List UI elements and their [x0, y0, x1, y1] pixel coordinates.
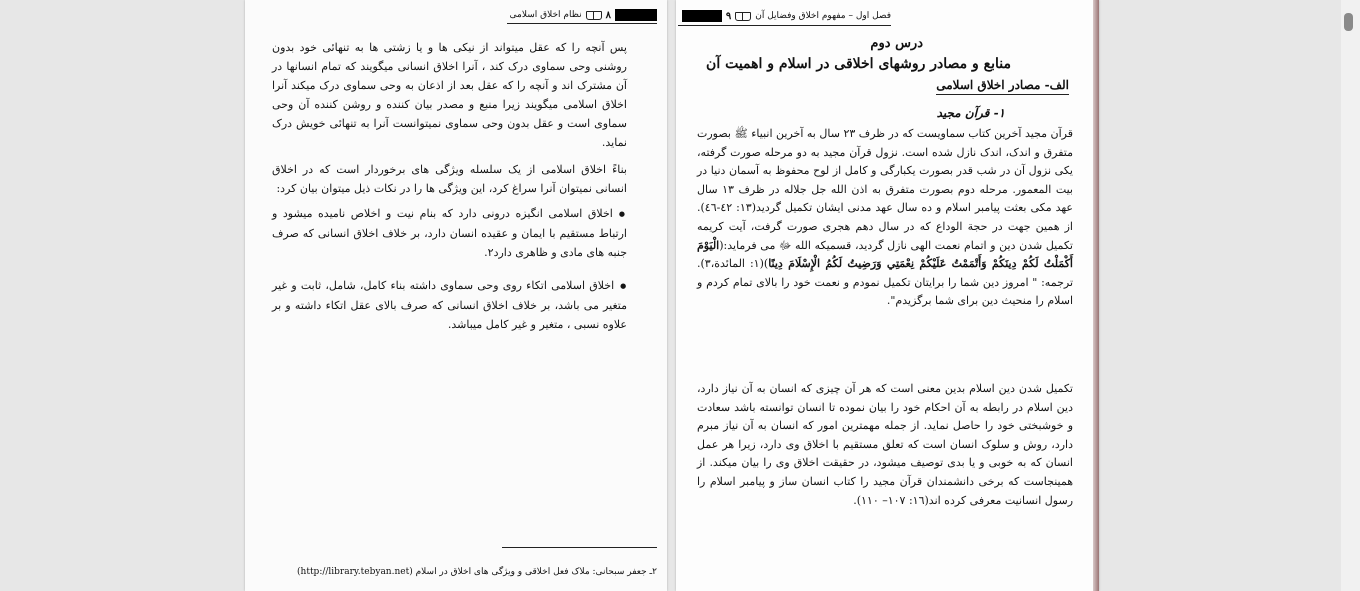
book-icon: [735, 12, 751, 21]
header-black-bar: [682, 10, 722, 22]
left-paragraph-2: بناءً اخلاق اسلامی از یک سلسله ویژگی های برخوردار است که در اخلاق انسانی نمیتوان آنرا سراغ کرد، این ویژگی ها را در نکات ذیل میتوان بیان کرد:: [272, 163, 627, 195]
left-page-header: [510, 9, 657, 21]
right-page: [676, 0, 1099, 591]
left-header-title: نظام اخلاق اسلامی: [509, 10, 582, 20]
book-icon: [586, 11, 602, 20]
right-page-header: [682, 10, 891, 22]
left-paragraph-1: پس آنچه را که عقل میتواند از نیکی ها و یا زشتی ها به تنهائی خود بدون روشنی وحی سماوی درک کند ، آنرا اخلاق انسانی میگویند که تمام انسانها در آن مشترک اند و آنچه را که عقل بعد از اذعان به وحی سماوی درک میکند آنرا اخلاق اسلامی میگویند زیرا منبع و مصدر بیان کننده و روشن کننده آن وحی سماوی است و عقل بدون وحی سماوی نمیتوانست آنرا به تنهائی خویش درک نماید.: [272, 41, 627, 149]
header-rule: [507, 23, 657, 24]
lesson-subtitle: منابع و مصادر روشهای اخلاقی در اسلام و اهمیت آن: [706, 56, 1011, 72]
scrollbar-thumb[interactable]: [1344, 13, 1353, 31]
lesson-title: درس دوم: [870, 36, 923, 51]
header-rule: [678, 25, 891, 26]
right-header-title: فصل اول – مفهوم اخلاق وفضایل آن: [755, 11, 891, 21]
left-page-number: ۸: [605, 9, 611, 21]
right-paragraph-1: [697, 125, 1073, 311]
page-edge-shadow: [1093, 0, 1099, 591]
left-bullet-2: ● اخلاق اسلامی اتکاء روی وحی سماوی داشته بناء کامل، شامل، ثابت و غیر متغیر می باشد، بر خلاف اخلاق انسانی که صرف بالای عقل اتکاء داشته و بر علاوه نسبی ، متغیر و غیر کامل میباشد.: [272, 276, 627, 334]
quran-verse: الْيَوْمَ أَكْمَلْتُ لَكُمْ دِينَكُمْ وَأَتْمَمْتُ عَلَيْكُمْ نِعْمَتِي وَرَضِيتُ لَكُمُ الْإِسْلَامَ دِينًا: [697, 238, 1073, 271]
section-heading: الف- مصادر اخلاق اسلامی: [936, 78, 1069, 95]
footnote-rule: [502, 547, 657, 548]
paragraph-1-tail: )(١: المائدة،٣). ترجمه: " امروز دین شما را برایتان تکمیل نمودم و نعمت خود را بالای تمام کردم و اسلام را منحیث دین برای شما برگزیدم".: [697, 257, 1073, 308]
left-page: [245, 0, 667, 591]
subsection-heading: ١- قرآن مجید: [936, 106, 1005, 120]
left-bullet-1: ● اخلاق اسلامی انگیزه درونی دارد که بنام نیت و اخلاص نامیده میشود و ارتباط مستقیم با ایمان و عقیده انسان دارد، بر خلاف اخلاق انسانی که صرف جنبه های مادی و ظاهری دارد٢.: [272, 204, 627, 262]
left-footnote: ٢ـ جعفر سبحانی: ملاک فعل اخلاقی و ویژگی های اخلاق در اسلام (http://library.tebyan.net): [297, 567, 657, 577]
vertical-scrollbar[interactable]: [1341, 0, 1360, 591]
header-black-bar: [615, 9, 657, 21]
paragraph-1-text: قرآن مجید آخرین کتاب سماویست که در ظرف ٢٣ سال به آخرین انبیاء ﷺ بصورت متفرق و اندک، اندک نازل شده است. نزول قرآن مجید به دو مرحله صورت گرفته، یکی نزول آن در شب قدر بصورت یکبارگی و کامل از لوح محفوظ به آسمان دنیا در بیت المعمور. مرحله دوم بصورت متفرق به اذن الله جل جلاله در ظرف ١٣ سال عهد مکی بعثت پیامبر اسلام و ده سال عهد مدنی ایشان تکمیل گردید(١٣: ٤٢-٤٦). از همین جهت در حجة الوداع که در سال دهم هجری صورت گرفت، آیت کریمه تکمیل شدن دین و اتمام نعمت الهی نازل گردید، قسمیکه الله ﷻ می فرماید:(: [697, 127, 1074, 252]
right-paragraph-2: تکمیل شدن دین اسلام بدین معنی است که هر آن چیزی که انسان به آن نیاز دارد، دین اسلام در رابطه به آن احکام خود را بیان نموده تا انسان توانسته باشد سعادت و خوشبختی خود را حاصل نماید. از جمله مهمترین امور که انسان به آن نیاز مبرم دارد، روش و سلوک انسان است که تعلق مستقیم با اخلاق وی دارد، زیرا هر عمل انسان که به خوبی و یا بدی توصیف میشود، در حقیقت اخلاق وی را بیان میکند. از همینجاست که برخی دانشمندان قرآن مجید را کتاب انسان ساز و پیامبر اسلام را رسول انسانیت معرفی کرده اند(١٦: ١٠٧– ١١٠).: [697, 382, 1073, 507]
right-page-number: ۹: [725, 10, 732, 22]
